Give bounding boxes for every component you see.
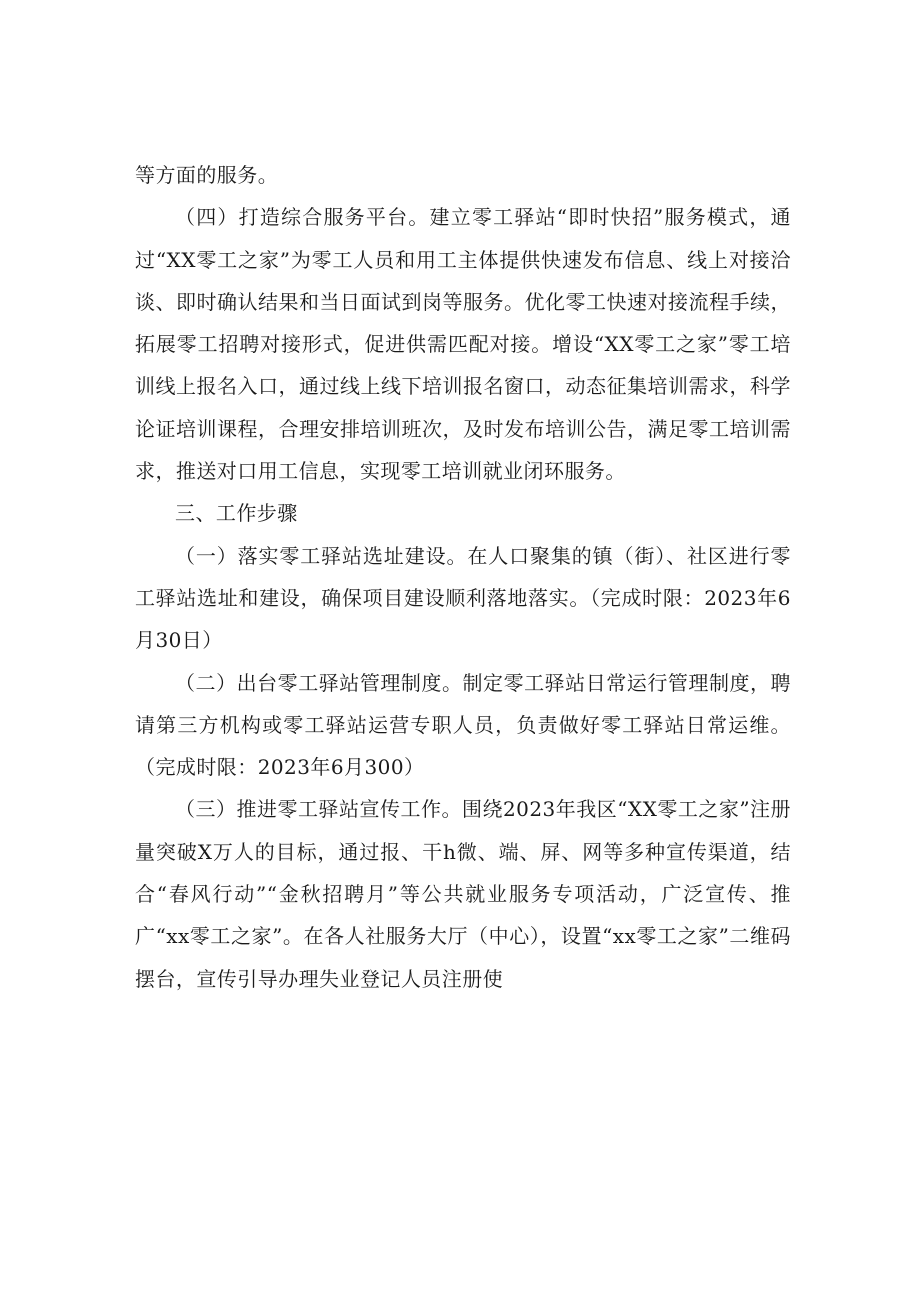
paragraph-comprehensive-service-platform: （四）打造综合服务平台。建立零工驿站“即时快招”服务模式，通过“XX零工之家”为零工人员和用工主体提供快速发布信息、线上对接洽谈、即时确认结果和当日面试到岗等服务。优化零工快速对接流程手续，拓展零工招聘对接形式，促进供需匹配对接。增设“XX零工之家”零工培训线上报名入口，通过线上线下培训报名窗口，动态征集培训需求，科学论证培训课程，合理安排培训班次，及时发布培训公告，满足零工培训需求，推送对口用工信息，实现零工培训就业闭环服务。 — [135, 205, 791, 484]
paragraph-site-selection: （一）落实零工驿站选址建设。在人口聚集的镇（街）、社区进行零工驿站选址和建设，确保项目建设顺利落地落实。（完成时限：2023年6月30日） — [135, 543, 791, 653]
paragraph-publicity-work: （三）推进零工驿站宣传工作。围绕2023年我区“XX零工之家”注册量突破X万人的目标，通过报、干h微、端、屏、网等多种宣传渠道，结合“春风行动”“金秋招聘月”等公共就业服务专项活动，广泛宣传、推广“xx零工之家”。在各人社服务大厅（中心），设置“xx零工之家”二维码摆台，宣传引导办理失业登记人员注册使 — [135, 797, 791, 991]
section-heading-work-steps: 三、工作步骤 — [175, 501, 298, 526]
paragraph-continuation: 等方面的服务。 — [135, 163, 279, 187]
document-body — [135, 154, 791, 1000]
paragraph-management-system: （二）出台零工驿站管理制度。制定零工驿站日常运行管理制度，聘请第三方机构或零工驿站运营专职人员，负责做好零工驿站日常运维。（完成时限：2023年6月300） — [135, 670, 791, 780]
